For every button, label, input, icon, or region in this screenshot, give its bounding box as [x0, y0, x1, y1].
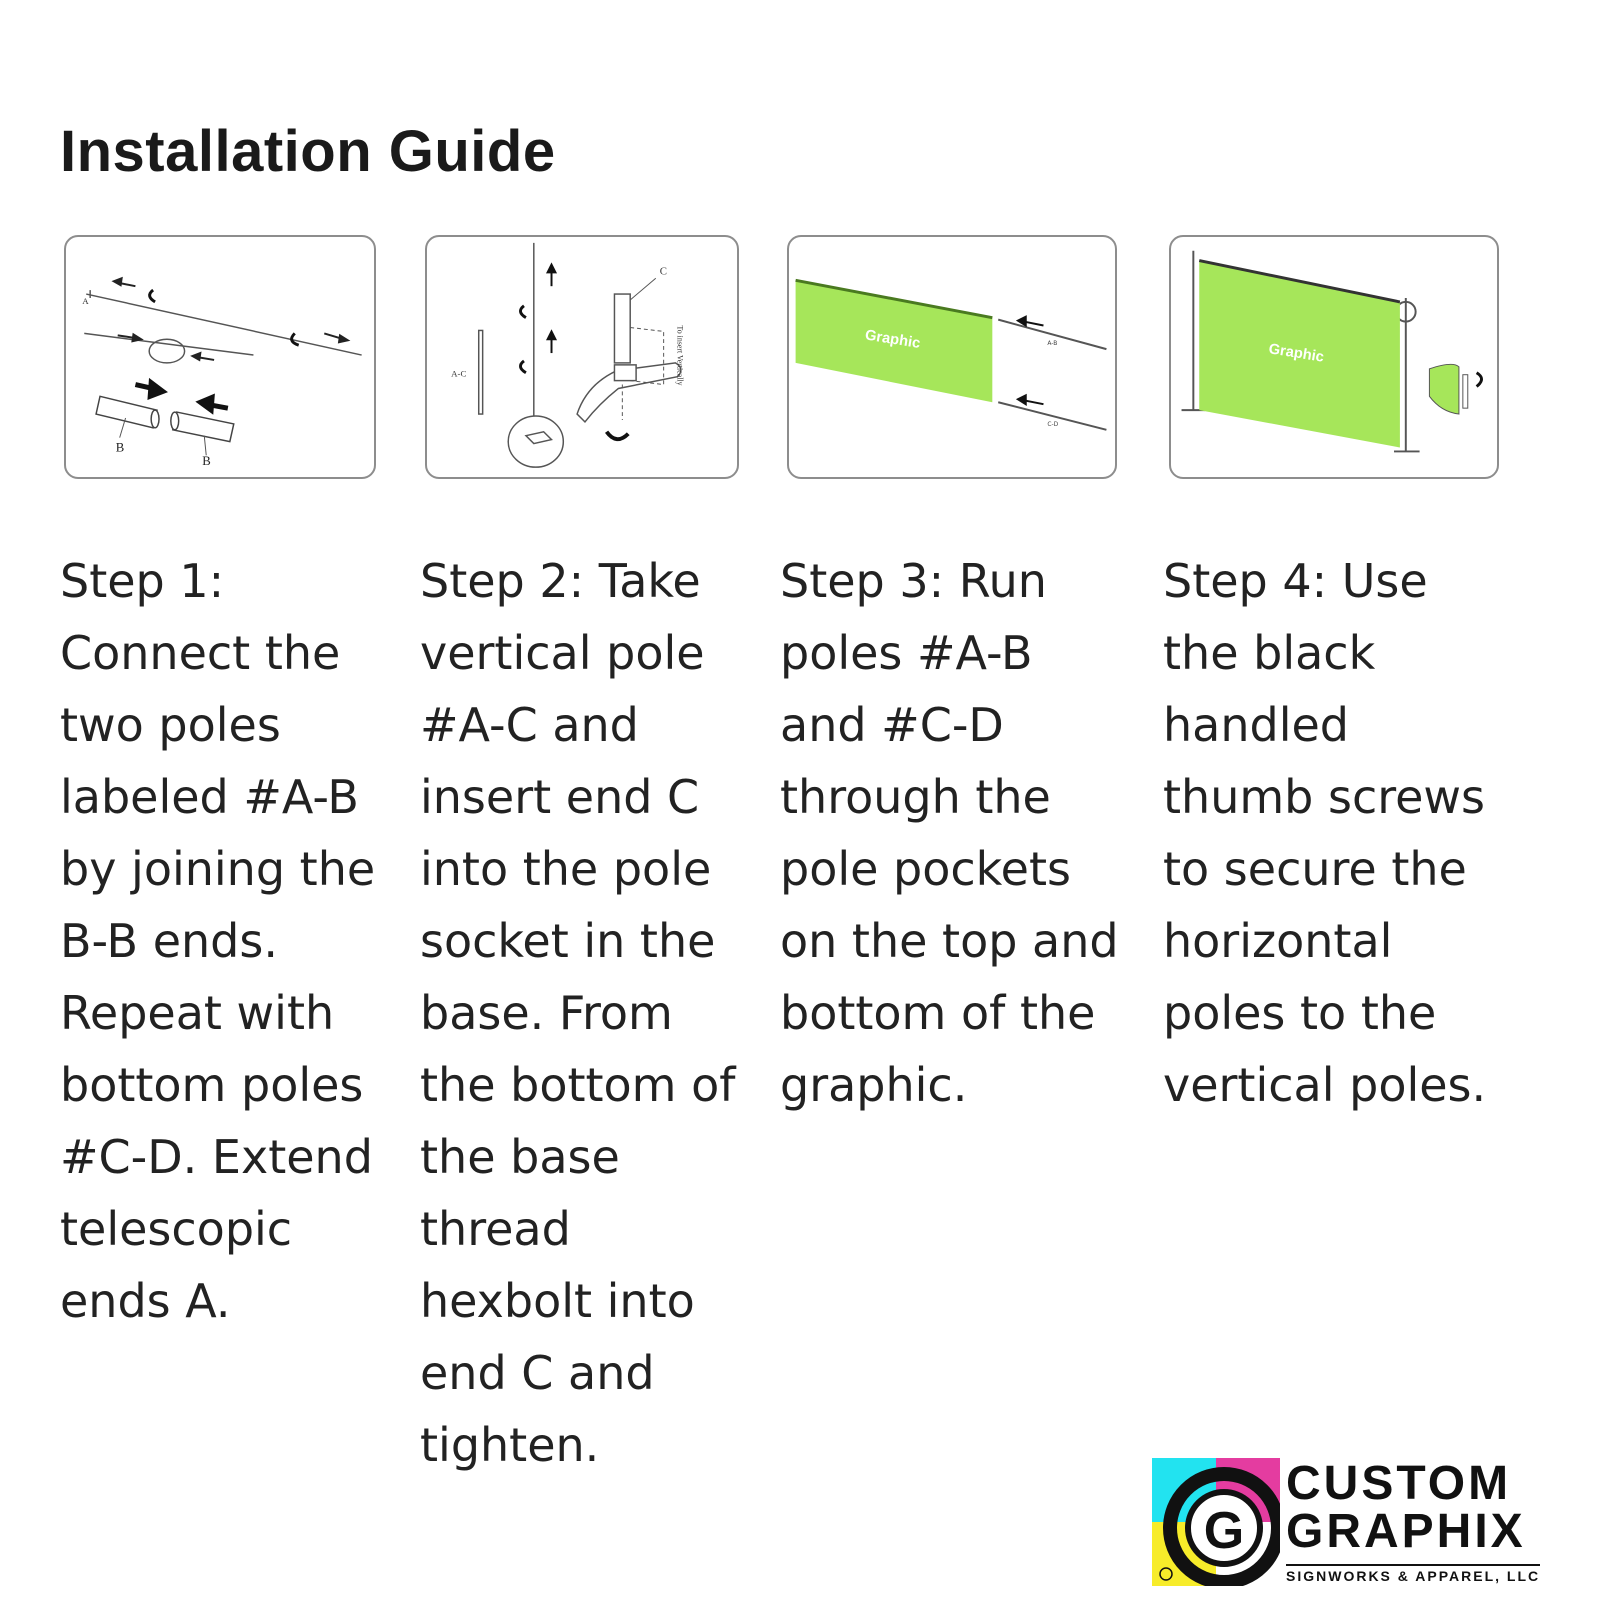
step-1-illustration [64, 235, 376, 479]
label-a-b: A-B [1047, 341, 1058, 348]
logo-line-1: CUSTOM [1286, 1457, 1512, 1510]
label-b-left: B [115, 440, 125, 455]
rotate-arrow-icon [607, 432, 629, 439]
step-1-diagram [66, 237, 374, 477]
step-3-text: Step 3: Run poles #A-B and #C-D through the pole pockets on the top and bottom of the graphic. [780, 554, 1119, 1112]
rotate-arrow-icon [520, 306, 525, 318]
rotate-arrow-icon [150, 290, 155, 302]
step-2-illustration [425, 235, 739, 479]
logo-monogram [1152, 1458, 1280, 1586]
svg-text:G: G [1203, 1502, 1245, 1560]
step-4-diagram [1171, 237, 1497, 477]
label-insert-vertically: To insert Vertically [675, 325, 685, 386]
rotate-arrow-icon [520, 361, 525, 373]
label-b-right: B [202, 454, 211, 469]
logo-tagline: SIGNWORKS & APPAREL, LLC [1286, 1564, 1540, 1583]
step-3-diagram [789, 237, 1115, 477]
logo-line-2: GRAPHIX [1286, 1505, 1526, 1558]
thumb-screw-icon [1477, 373, 1482, 387]
label-c-d: C-D [1047, 421, 1059, 428]
step-1-text: Step 1: Connect the two poles labeled #A-B by joining the B-B ends. Repeat with bottom poles #C-D. Extend telescopic ends A. [60, 554, 376, 1328]
step-2-text: Step 2: Take vertical pole #A-C and insert end C into the pole socket in the base. From the bottom of the base thread hexbolt into end C and tighten. [420, 554, 736, 1472]
label-a: A [82, 295, 89, 306]
rotate-arrow-icon [292, 333, 299, 345]
step-4-illustration [1169, 235, 1499, 479]
page-title: Installation Guide [60, 119, 556, 184]
label-a-c: A-C [451, 368, 467, 379]
step-4-text: Step 4: Use the black handled thumb screws to secure the horizontal poles to the vertical poles. [1163, 554, 1487, 1112]
graphic-label: Graphic [1267, 341, 1326, 366]
label-c: C [659, 265, 667, 278]
step-2-diagram [427, 237, 737, 477]
step-3-illustration [787, 235, 1117, 479]
company-logo [1152, 1458, 1588, 1586]
graphic-label: Graphic [863, 327, 922, 352]
